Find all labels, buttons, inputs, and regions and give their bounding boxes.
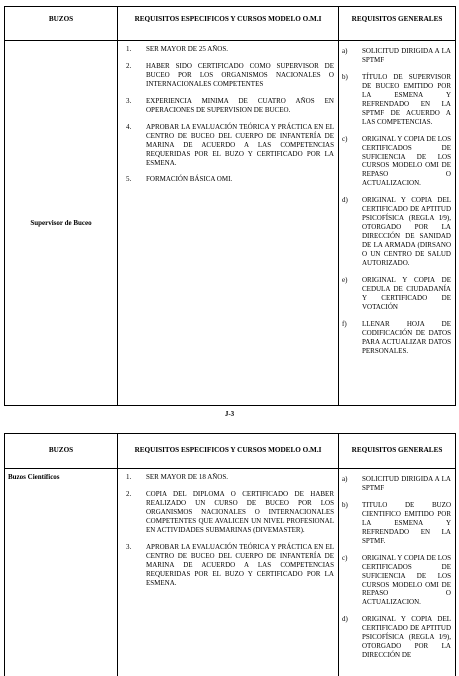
list-item bbox=[122, 62, 334, 89]
item-text: COPIA DEL DIPLOMA O CERTIFICADO DE HABER REALIZADO UN CURSO DE BUCEO POR LOS ORGANISMOS NACIONALES O INTERNACIONALES COMPETENTES QUE AVALICEN UN NIVEL PROFESIONAL EN ACTIVIDADES SUBMARINAS (DIVEMASTER). bbox=[146, 489, 334, 534]
list-item bbox=[122, 473, 334, 482]
item-number: d) bbox=[342, 615, 348, 624]
list-item bbox=[342, 320, 451, 356]
list-item bbox=[122, 490, 334, 535]
list-item bbox=[122, 45, 334, 54]
item-number: b) bbox=[342, 72, 348, 81]
item-number: f) bbox=[342, 319, 347, 328]
item-number: 3. bbox=[126, 96, 132, 105]
item-text: SOLICITUD DIRIGIDA A LA SPTMF bbox=[362, 47, 451, 64]
specific-requirements-cell bbox=[118, 41, 339, 405]
general-list bbox=[339, 469, 455, 660]
item-text: ORIGINAL Y COPIA DE CEDULA DE CIUDADANÍA Y CERTIFICADO DE VOTACIÓN bbox=[362, 275, 451, 311]
general-requirements-cell bbox=[339, 41, 455, 405]
role-label: Buzos Científicos bbox=[8, 473, 60, 481]
item-number: 2. bbox=[126, 61, 132, 70]
role-label: Supervisor de Buceo bbox=[30, 218, 92, 227]
item-text: SER MAYOR DE 25 AÑOS. bbox=[146, 45, 229, 53]
specific-list bbox=[118, 41, 338, 184]
item-text: FORMACIÓN BÁSICA OMI. bbox=[146, 175, 233, 184]
item-number: c) bbox=[342, 553, 348, 562]
item-text: EXPERIENCIA MINIMA DE CUATRO AÑOS EN OPERACIONES DE SUPERVISION DE BUCEO. bbox=[146, 96, 334, 114]
item-number: 2. bbox=[126, 489, 132, 498]
item-text: ORIGINAL Y COPIA DE LOS CERTIFICADOS DE SUFICIENCIA DE LOS CURSOS MODELO OMI DE REPASO O ACTUALIZACION. bbox=[362, 553, 451, 607]
list-item bbox=[342, 554, 451, 608]
item-number: 5. bbox=[126, 175, 132, 184]
item-text: ORIGINAL Y COPIA DE LOS CERTIFICADOS DE SUFICIENCIA DE LOS CURSOS MODELO OMI DE REPASO O ACTUALIZACION. bbox=[362, 134, 451, 188]
list-item bbox=[122, 123, 334, 168]
general-list bbox=[339, 41, 455, 356]
list-item bbox=[122, 97, 334, 115]
item-text: LLENAR HOJA DE CODIFICACIÓN DE DATOS PARA ACTUALIZAR DATOS PERSONALES. bbox=[362, 319, 451, 355]
item-text: HABER SIDO CERTIFICADO COMO SUPERVISOR DE BUCEO POR LOS ORGANISMOS NACIONALES O INTERNACIONALES COMPETENTES bbox=[146, 61, 334, 88]
item-number: e) bbox=[342, 275, 348, 284]
list-item bbox=[342, 615, 451, 660]
item-number: a) bbox=[342, 47, 348, 55]
header-specific: REQUISITOS ESPECIFICOS Y CURSOS MODELO O.M.I bbox=[118, 7, 339, 40]
list-item bbox=[342, 47, 451, 65]
item-text: SOLICITUD DIRIGIDA A LA SPTMF bbox=[362, 475, 451, 492]
list-item bbox=[122, 543, 334, 588]
specific-requirements-cell bbox=[118, 469, 339, 676]
list-item bbox=[122, 175, 334, 184]
requirements-table-2 bbox=[4, 433, 456, 676]
table-row bbox=[5, 469, 455, 676]
header-general: REQUISITOS GENERALES bbox=[351, 446, 443, 455]
item-number: d) bbox=[342, 196, 348, 205]
header-buzos: BUZOS bbox=[5, 434, 118, 468]
list-item bbox=[342, 501, 451, 546]
general-requirements-cell bbox=[339, 469, 455, 676]
list-item bbox=[342, 73, 451, 127]
item-number: c) bbox=[342, 134, 348, 143]
item-text: TITULO DE BUZO CIENTIFICO EMITIDO POR LA ESMENA Y REFRENDADO EN LA SPTMF. bbox=[362, 500, 451, 545]
item-text: SER MAYOR DE 18 AÑOS. bbox=[146, 473, 229, 481]
item-number: 4. bbox=[126, 122, 132, 131]
list-item bbox=[342, 196, 451, 268]
item-number: 1. bbox=[126, 45, 132, 53]
item-text: APROBAR LA EVALUACIÓN TEÓRICA Y PRÁCTICA EN EL CENTRO DE BUCEO DEL CUERPO DE INFANTERÍA DE MARINA DE ACUERDO A LAS COMPETENCIAS REQUERIDAS POR EL BUZO Y CERTIFICADO POR LA ESMENA. bbox=[146, 542, 334, 587]
table-row bbox=[5, 41, 455, 405]
item-text: TÍTULO DE SUPERVISOR DE BUCEO EMITIDO POR LA ESMENA Y REFRENDADO EN LA SPTMF DE ACUERDO A LAS COMPETENCIAS. bbox=[362, 72, 451, 126]
header-general: REQUISITOS GENERALES bbox=[351, 15, 443, 23]
page-number: J-3 bbox=[224, 410, 235, 418]
table-header bbox=[5, 7, 455, 41]
item-text: ORIGINAL Y COPIA DEL CERTIFICADO DE APTITUD PSICOFÍSICA (REGLA I/9), OTORGADO POR LA DIRECCIÓN DE SANIDAD DE LA ARMADA (DIRSANO O UN CENTRO DE SALUD AUTORIZADO. bbox=[362, 196, 451, 268]
role-cell bbox=[5, 41, 118, 405]
role-cell bbox=[5, 469, 118, 676]
list-item bbox=[342, 276, 451, 312]
table-header bbox=[5, 434, 455, 469]
item-number: a) bbox=[342, 475, 348, 483]
item-number: 1. bbox=[126, 473, 132, 481]
item-text: APROBAR LA EVALUACIÓN TEÓRICA Y PRÁCTICA EN EL CENTRO DE BUCEO DEL CUERPO DE INFANTERÍA DE MARINA DE ACUERDO A LAS COMPETENCIAS REQUERIDAS POR EL BUZO Y CERTIFICADO POR LA ESMENA. bbox=[146, 122, 334, 167]
requirements-table-1 bbox=[4, 6, 456, 406]
header-specific: REQUISITOS ESPECIFICOS Y CURSOS MODELO O.M.I bbox=[118, 434, 339, 468]
item-number: b) bbox=[342, 500, 348, 509]
list-item bbox=[342, 135, 451, 189]
item-number: 3. bbox=[126, 542, 132, 551]
list-item bbox=[342, 475, 451, 493]
header-buzos: BUZOS bbox=[5, 7, 118, 40]
specific-list bbox=[118, 469, 338, 587]
item-text: ORIGINAL Y COPIA DEL CERTIFICADO DE APTITUD PSICOFÍSICA (REGLA I/9), OTORGADO POR LA DIRECCIÓN DE bbox=[362, 615, 451, 660]
